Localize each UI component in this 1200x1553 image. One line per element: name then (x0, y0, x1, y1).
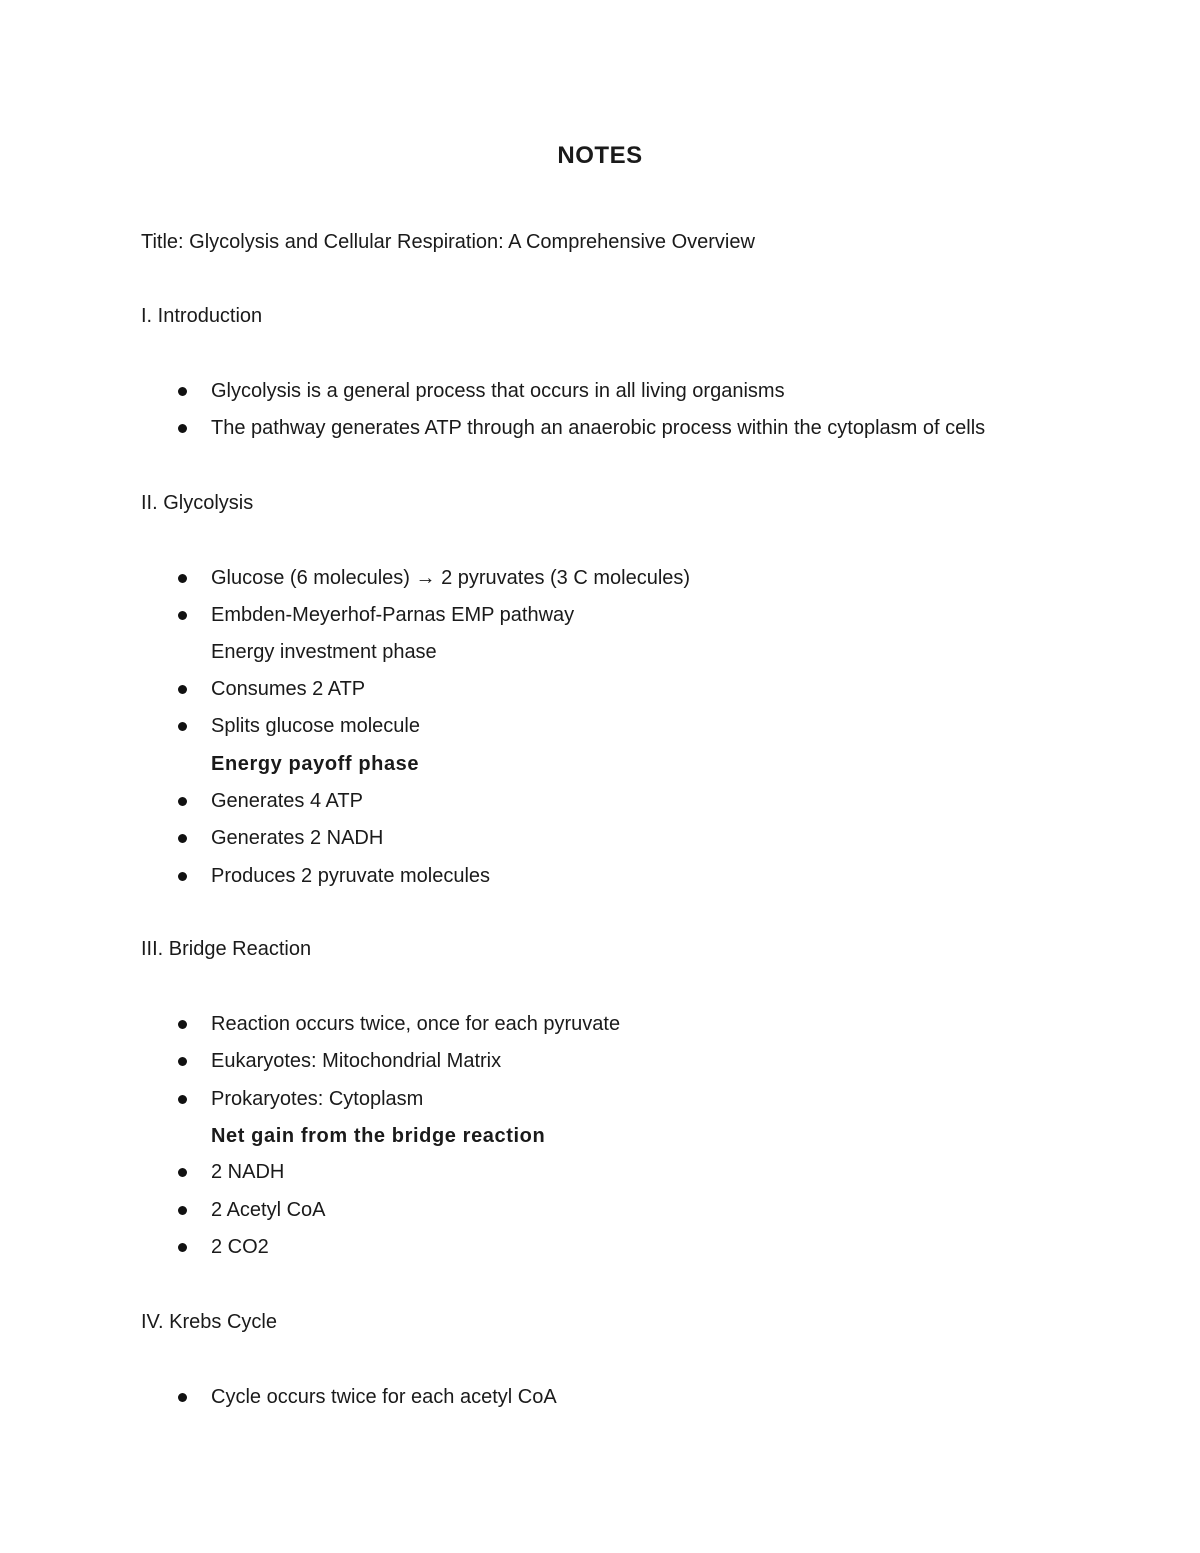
list-item: Glucose (6 molecules) → 2 pyruvates (3 C molecules) (211, 567, 691, 589)
list-item: Prokaryotes: Cytoplasm (211, 1088, 424, 1110)
bullet-icon (178, 1020, 187, 1029)
list-item: Embden-Meyerhof-Parnas EMP pathway (211, 604, 575, 626)
list-item: 2 CO2 (211, 1236, 269, 1258)
bullet-icon (178, 1057, 187, 1066)
list-item: Eukaryotes: Mitochondrial Matrix (211, 1050, 502, 1072)
bullet-icon (178, 424, 187, 433)
page-heading: NOTES (557, 142, 643, 169)
document-title: Title: Glycolysis and Cellular Respiration: A Comprehensive Overview (141, 231, 755, 253)
bullet-icon (178, 834, 187, 843)
bullet-icon (178, 797, 187, 806)
bullet-icon (178, 722, 187, 731)
bullet-icon (178, 1243, 187, 1252)
bullet-icon (178, 574, 187, 583)
list-item: 2 NADH (211, 1161, 285, 1183)
section-heading-krebs-cycle: IV. Krebs Cycle (141, 1311, 277, 1333)
list-item: Generates 2 NADH (211, 827, 384, 849)
subheading-net-gain: Net gain from the bridge reaction (211, 1125, 546, 1147)
list-item: Produces 2 pyruvate molecules (211, 865, 491, 887)
bullet-icon (178, 685, 187, 694)
bullet-icon (178, 1095, 187, 1104)
bullet-icon (178, 1206, 187, 1215)
subheading-energy-payoff: Energy payoff phase (211, 753, 420, 775)
bullet-icon (178, 1168, 187, 1177)
list-item: The pathway generates ATP through an anaerobic process within the cytoplasm of cells (211, 417, 986, 439)
bullet-icon (178, 872, 187, 881)
list-item: Cycle occurs twice for each acetyl CoA (211, 1386, 557, 1408)
bullet-icon (178, 611, 187, 620)
list-item: Glycolysis is a general process that occurs in all living organisms (211, 380, 785, 402)
list-item: Generates 4 ATP (211, 790, 363, 812)
bullet-icon (178, 1393, 187, 1402)
list-item: Splits glucose molecule (211, 715, 420, 737)
list-item: Reaction occurs twice, once for each pyruvate (211, 1013, 621, 1035)
section-heading-bridge-reaction: III. Bridge Reaction (141, 938, 312, 960)
list-item: 2 Acetyl CoA (211, 1199, 326, 1221)
bullet-icon (178, 387, 187, 396)
list-item: Consumes 2 ATP (211, 678, 366, 700)
subheading-energy-investment: Energy investment phase (211, 641, 437, 663)
section-heading-introduction: I. Introduction (141, 305, 263, 327)
section-heading-glycolysis: II. Glycolysis (141, 492, 254, 514)
